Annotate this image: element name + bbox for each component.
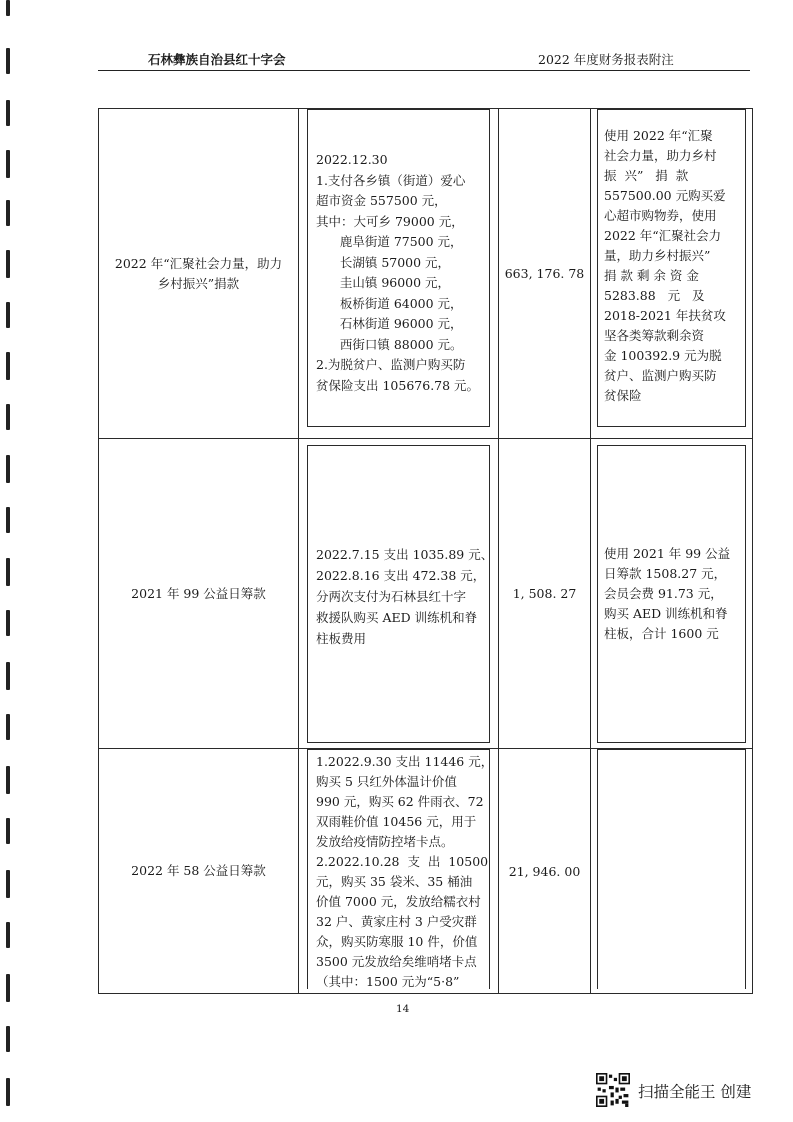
- detail-line: （其中：1500 元为“5·8”: [316, 974, 460, 989]
- note-box: [597, 445, 746, 743]
- note-box: [597, 749, 746, 989]
- binder-mark: [6, 662, 10, 690]
- note-line: 贫保险: [604, 388, 642, 403]
- qr-code-icon: [596, 1073, 630, 1107]
- note-line: 日筹款 1508.27 元，: [604, 565, 727, 581]
- binder-mark: [6, 558, 10, 586]
- detail-line: 圭山镇 96000 元，: [316, 275, 451, 290]
- header-divider: [98, 70, 750, 71]
- usage-detail-cell: [299, 749, 499, 994]
- note-cell: [591, 439, 753, 749]
- header-org: 石林彝族自治县红十字会: [148, 52, 286, 67]
- note-line: 贫户、监测户购买防: [604, 368, 717, 383]
- binder-mark: [6, 870, 10, 898]
- note-line: 5283.88 元 及: [604, 288, 705, 303]
- detail-line: 鹿阜街道 77500 元，: [316, 234, 463, 249]
- binder-mark: [6, 250, 10, 278]
- note-cell: [591, 109, 753, 439]
- detail-line: 2022.8.16 支出 472.38 元，: [316, 567, 486, 583]
- usage-detail-cell: [299, 109, 499, 439]
- table-row: [99, 749, 753, 994]
- note-line: 购买 AED 训练机和脊: [604, 605, 728, 621]
- fund-name-line: 2022 年“汇聚社会力量，助力: [114, 255, 283, 271]
- binder-mark: [6, 302, 10, 328]
- fund-name-line: 2022 年 58 公益日筹款: [131, 863, 266, 878]
- binder-mark: [6, 974, 10, 1002]
- binder-mark: [6, 404, 10, 430]
- note-line: 捐 款 剩 余 资 金: [604, 268, 699, 283]
- note-line: 使用 2021 年 99 公益: [604, 545, 731, 561]
- note-line: 心超市购物券，使用: [604, 208, 717, 223]
- binder-mark: [6, 818, 10, 844]
- detail-line: 32 户、黄家庄村 3 户受灾群: [316, 914, 477, 929]
- detail-line: 贫保险支出 105676.78 元。: [316, 377, 480, 393]
- note-cell: [591, 749, 753, 994]
- detail-line: 石林街道 96000 元，: [316, 316, 463, 331]
- note-line: 金 100392.9 元为脱: [604, 348, 722, 363]
- detail-line: 1.2022.9.30 支出 11446 元，: [316, 754, 494, 769]
- page-number: 14: [396, 1003, 410, 1015]
- detail-line: 3500 元发放给矣维哨堵卡点: [316, 954, 477, 969]
- binder-mark: [6, 100, 10, 126]
- fund-name-cell: [99, 109, 299, 439]
- binder-mark: [6, 714, 10, 740]
- detail-line: 板桥街道 64000 元，: [316, 295, 463, 311]
- detail-line: 双雨鞋价值 10456 元，用于: [316, 814, 477, 829]
- amount-cell: 663, 176. 78: [499, 109, 591, 439]
- detail-line: 990 元，购买 62 件雨衣、72: [316, 794, 484, 809]
- binder-mark: [6, 48, 10, 74]
- detail-line: 西街口镇 88000 元。: [316, 336, 463, 352]
- note-line: 2018-2021 年扶贫攻: [604, 308, 726, 323]
- binder-mark: [6, 1026, 10, 1052]
- detail-line: 2022.7.15 支出 1035.89 元、: [316, 546, 494, 562]
- fund-name-line: 2021 年 99 公益日筹款: [131, 585, 266, 601]
- usage-detail-box: [307, 749, 494, 989]
- detail-line: 发放给疫情防控堵卡点。: [316, 834, 454, 849]
- detail-line: 长湖镇 57000 元，: [316, 254, 451, 270]
- detail-line: 元，购买 35 袋米、35 桶油: [316, 874, 473, 889]
- note-line: 坚各类筹款剩余资: [604, 328, 705, 343]
- note-line: 557500.00 元购买爱: [604, 188, 726, 203]
- detail-line: 柱板费用: [316, 630, 367, 646]
- binder-mark: [6, 922, 10, 948]
- binder-mark: [6, 0, 10, 16]
- binder-mark: [6, 455, 10, 483]
- usage-detail-box: [307, 445, 494, 743]
- fund-name-cell: [99, 749, 299, 994]
- note-box: [597, 109, 746, 427]
- note-line: 2022 年“汇聚社会力: [604, 228, 722, 243]
- fund-name-cell: [99, 439, 299, 749]
- detail-line: 众，购买防寒服 10 件，价值: [316, 934, 478, 949]
- detail-line: 2.为脱贫户、监测户购买防: [316, 357, 466, 372]
- note-line: 振 兴” 捐 款: [604, 168, 689, 183]
- detail-line: 2022.12.30: [316, 152, 388, 167]
- binder-mark: [6, 150, 10, 178]
- binder-mark: [6, 507, 10, 533]
- amount-cell: 21, 946. 00: [499, 749, 591, 994]
- fund-name-line: 乡村振兴”捐款: [157, 275, 240, 291]
- detail-line: 分两次支付为石林县红十字: [316, 588, 467, 604]
- binder-mark: [6, 766, 10, 794]
- note-line: 量，助力乡村振兴”: [604, 248, 711, 263]
- table-row: [99, 109, 753, 439]
- usage-detail-cell: [299, 439, 499, 749]
- binder-mark: [6, 610, 10, 636]
- detail-line: 救援队购买 AED 训练机和脊: [316, 609, 478, 625]
- note-line: 使用 2022 年“汇聚: [604, 128, 713, 143]
- detail-line: 2.2022.10.28 支 出 10500: [316, 854, 489, 869]
- binder-mark: [6, 352, 10, 380]
- amount-cell: 1, 508. 27: [499, 439, 591, 749]
- detail-line: 1.支付各乡镇（街道）爱心: [316, 172, 466, 188]
- usage-detail-box: [307, 109, 490, 427]
- header-report-title: 2022 年度财务报表附注: [538, 52, 674, 67]
- scanner-brand-watermark: 扫描全能王 创建: [638, 1083, 752, 1101]
- note-line: 柱板，合计 1600 元: [604, 625, 719, 641]
- note-line: 会员会费 91.73 元，: [604, 585, 723, 601]
- table-row: [99, 439, 753, 749]
- detail-line: 购买 5 只红外体温计价值: [316, 774, 457, 789]
- fund-usage-table: [98, 108, 753, 994]
- binder-mark: [6, 200, 10, 226]
- detail-line: 其中：大可乡 79000 元，: [316, 213, 464, 229]
- binder-mark: [6, 1078, 10, 1106]
- detail-line: 价值 7000 元，发放给糯衣村: [316, 894, 481, 909]
- detail-line: 超市资金 557500 元，: [316, 193, 447, 208]
- note-line: 社会力量，助力乡村: [604, 148, 717, 163]
